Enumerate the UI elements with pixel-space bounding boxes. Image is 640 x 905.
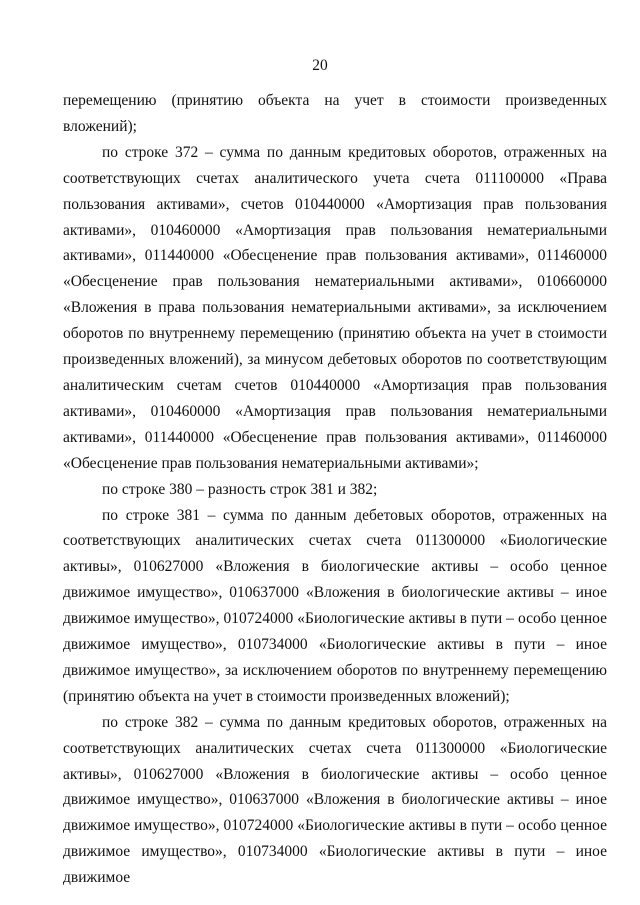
paragraph-line-380: по строке 380 – разность строк 381 и 382; <box>102 480 378 498</box>
paragraph-line-381: по строке 381 – сумма по данным дебетовых оборотов, отраженных на соответствующих аналитических счетах счета 011300000 «Биологические активы», 010627000 «Вложения в биологические активы – особо ценное движимое имущество», 010637000 «Вложения в биологические активы – иное движимое имущество», 010724000 «Биологические активы в пути – особо ценное движимое имущество», 010734000 «Биологические активы в пути – иное движимое имущество», за исключением оборотов по внутреннему перемещению (принятию объекта на учет в стоимости произведенных вложений); <box>63 506 607 705</box>
body-text <box>63 88 607 891</box>
paragraph-line-382: по строке 382 – сумма по данным кредитовых оборотов, отраженных на соответствующих аналитических счетах счета 011300000 «Биологические активы», 010627000 «Вложения в биологические активы – особо ценное движимое имущество», 010637000 «Вложения в биологические активы – иное движимое имущество», 010724000 «Биологические активы в пути – особо ценное движимое имущество», 010734000 «Биологические активы в пути – иное движимое <box>63 713 607 887</box>
page-number: 20 <box>312 57 328 74</box>
paragraph-line-372: по строке 372 – сумма по данным кредитовых оборотов, отраженных на соответствующих счетах аналитического учета счета 011100000 «Права пользования активами», счетов 010440000 «Амортизация прав пользования активами», 010460000 «Амортизация прав пользования нематериальными активами», 011440000 «Обесценение прав пользования активами», 011460000 «Обесценение прав пользования нематериальными активами», 010660000 «Вложения в права пользования нематериальными активами», за исключением оборотов по внутреннему перемещению (принятию объекта на учет в стоимости произведенных вложений), за минусом дебетовых оборотов по соответствующим аналитическим счетам счетов 010440000 «Амортизация прав пользования активами», 010460000 «Амортизация прав пользования нематериальными активами», 011440000 «Обесценение прав пользования активами», 011460000 «Обесценение прав пользования нематериальными активами»; <box>63 143 607 472</box>
paragraph-continuation: перемещению (принятию объекта на учет в стоимости произведенных вложений); <box>63 92 607 135</box>
